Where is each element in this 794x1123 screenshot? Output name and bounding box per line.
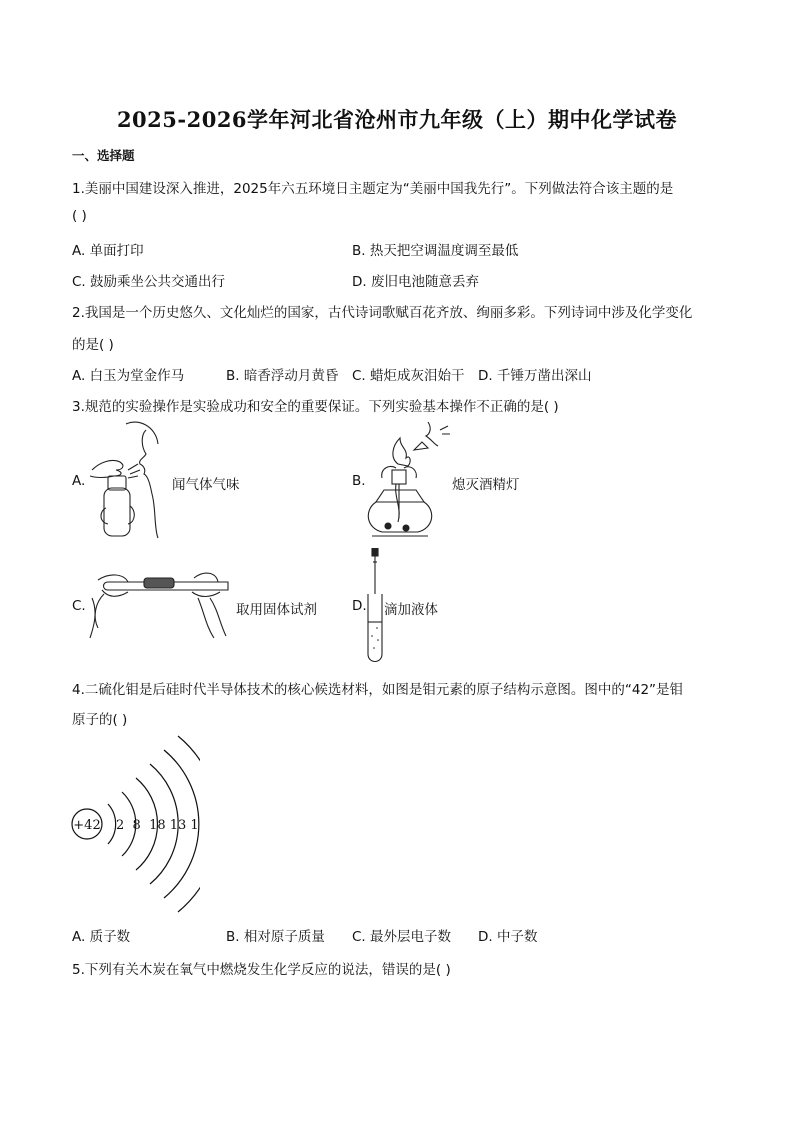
q1-option-b[interactable]: B. 热天把空调温度调至最低: [352, 243, 519, 259]
electron-shell-counts: 2 8 18 13 1: [116, 818, 199, 833]
q3-option-c-caption: 取用固体试剂: [236, 602, 317, 618]
q2-option-c[interactable]: C. 蜡炬成灰泪始干: [352, 368, 465, 384]
q4-stem-line2: 原子的( ): [72, 712, 128, 728]
q3-option-d-letter[interactable]: D.: [352, 598, 367, 614]
q2-option-b[interactable]: B. 暗香浮动月黄昏: [226, 368, 339, 384]
solid-reagent-illustration: [88, 568, 230, 640]
q3-option-c-letter[interactable]: C.: [72, 598, 86, 614]
q3-option-b-caption: 熄灭酒精灯: [452, 477, 520, 493]
smell-gas-illustration: [86, 418, 166, 542]
q1-option-a[interactable]: A. 单面打印: [72, 243, 144, 259]
q3-option-a-caption: 闻气体气味: [172, 477, 240, 493]
atom-structure-diagram: [70, 732, 200, 916]
q1-stem-line1: 1.美丽中国建设深入推进，2025年六五环境日主题定为“美丽中国我先行”。下列做法符合该主题的是: [72, 181, 674, 197]
q5-stem: 5.下列有关木炭在氧气中燃烧发生化学反应的说法，错误的是( ): [72, 962, 451, 978]
q2-option-d[interactable]: D. 千锤万凿出深山: [478, 368, 592, 384]
q1-stem-line2: ( ): [72, 208, 87, 224]
q3-option-b-letter[interactable]: B.: [352, 473, 366, 489]
q1-option-c[interactable]: C. 鼓励乘坐公共交通出行: [72, 274, 226, 290]
q3-option-d-caption: 滴加液体: [384, 602, 438, 618]
q4-option-a[interactable]: A. 质子数: [72, 929, 131, 945]
q2-stem-line1: 2.我国是一个历史悠久、文化灿烂的国家，古代诗词歌赋百花齐放、绚丽多彩。下列诗词中涉及化学变化: [72, 305, 693, 321]
nucleus-charge: +42: [73, 818, 101, 833]
q4-option-c[interactable]: C. 最外层电子数: [352, 929, 452, 945]
alcohol-lamp-illustration: [362, 418, 454, 544]
dropper-illustration: [364, 548, 386, 666]
q4-option-d[interactable]: D. 中子数: [478, 929, 538, 945]
section-heading: 一、选择题: [72, 148, 135, 163]
exam-title: 2025-2026学年河北省沧州市九年级（上）期中化学试卷: [116, 107, 678, 132]
q3-stem: 3.规范的实验操作是实验成功和安全的重要保证。下列实验基本操作不正确的是( ): [72, 399, 559, 415]
q2-option-a[interactable]: A. 白玉为堂金作马: [72, 368, 185, 384]
q4-stem-line1: 4.二硫化钼是后硅时代半导体技术的核心候选材料，如图是钼元素的原子结构示意图。图中的“42”是钼: [72, 682, 684, 698]
q4-option-b[interactable]: B. 相对原子质量: [226, 929, 325, 945]
q2-stem-line2: 的是( ): [72, 337, 114, 353]
q1-option-d[interactable]: D. 废旧电池随意丢弃: [352, 274, 479, 290]
q3-option-a-letter[interactable]: A.: [72, 473, 86, 489]
